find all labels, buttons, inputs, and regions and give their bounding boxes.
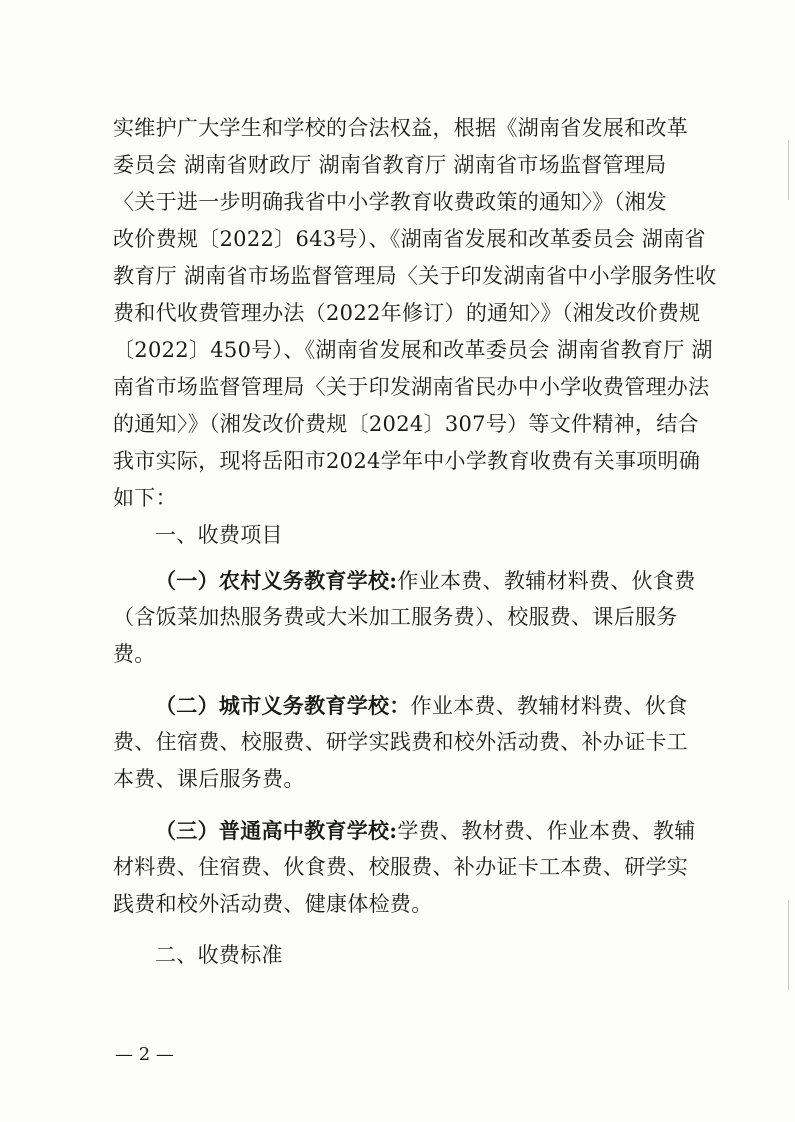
text-line: 〈关于进一步明确我省中小学教育收费政策的通知〉》（湘发 [113, 190, 668, 214]
text-line: 费。 [113, 642, 156, 666]
item-first-line [113, 692, 691, 729]
text-line: 费、住宿费、校服费、研学实践费和校外活动费、补办证卡工 [113, 730, 689, 754]
item-lead-label: （二）城市义务教育学校： [155, 693, 411, 718]
fee-item-urban-compulsory [113, 692, 691, 803]
text-line: 的通知〉》（湘发改价费规〔2024〕307号）等文件精神，结合 [113, 412, 699, 436]
text-line: 〔2022〕450号）、《湖南省发展和改革委员会 湖南省教育厅 湖 [113, 338, 713, 362]
text-line: 践费和校外活动费、健康体检费。 [113, 892, 433, 916]
document-body [113, 115, 717, 979]
item-lead-label: （三）普通高中教育学校: [155, 818, 398, 843]
text-line: 改价费规〔2022〕643号）、《湖南省发展和改革委员会 湖南省 [113, 227, 706, 251]
item-lead-label: （一）农村义务教育学校: [155, 568, 398, 593]
item-first-line [113, 567, 696, 604]
text-line: 费和代收费管理办法（2022年修订）的通知〉》（湘发改价费规 [113, 301, 701, 325]
scan-edge-mark [788, 140, 789, 200]
text-line: 如下： [113, 486, 177, 510]
item-text: 作业本费、教辅材料费、伙食 [410, 694, 688, 718]
intro-paragraph [113, 115, 717, 522]
text-line: 实维护广大学生和学校的合法权益，根据《湖南省发展和改革 [113, 116, 689, 140]
page-number: — 2 — [115, 1044, 174, 1065]
section-heading-fee-items: 一、收费项目 [155, 523, 283, 547]
text-line: 我市实际，现将岳阳市2024学年中小学教育收费有关事项明确 [113, 449, 701, 473]
section-heading-fee-standards: 二、收费标准 [155, 943, 283, 967]
text-line: （含饭菜加热服务费或大米加工服务费）、校服费、课后服务 [113, 605, 678, 629]
item-text: 学费、教材费、作业本费、教辅 [397, 819, 696, 843]
scan-edge-mark [788, 900, 789, 990]
item-first-line [113, 817, 696, 854]
fee-item-rural-compulsory [113, 567, 696, 678]
text-line: 本费、课后服务费。 [113, 767, 305, 791]
item-text: 作业本费、教辅材料费、伙食费 [397, 569, 696, 593]
text-line: 委员会 湖南省财政厅 湖南省教育厅 湖南省市场监督管理局 [113, 153, 667, 177]
text-line: 南省市场监督管理局〈关于印发湖南省民办中小学收费管理办法 [113, 375, 710, 399]
text-line: 教育厅 湖南省市场监督管理局〈关于印发湖南省中小学服务性收 [113, 264, 717, 288]
text-line: 材料费、住宿费、伙食费、校服费、补办证卡工本费、研学实 [113, 855, 689, 879]
fee-item-high-school [113, 817, 696, 928]
